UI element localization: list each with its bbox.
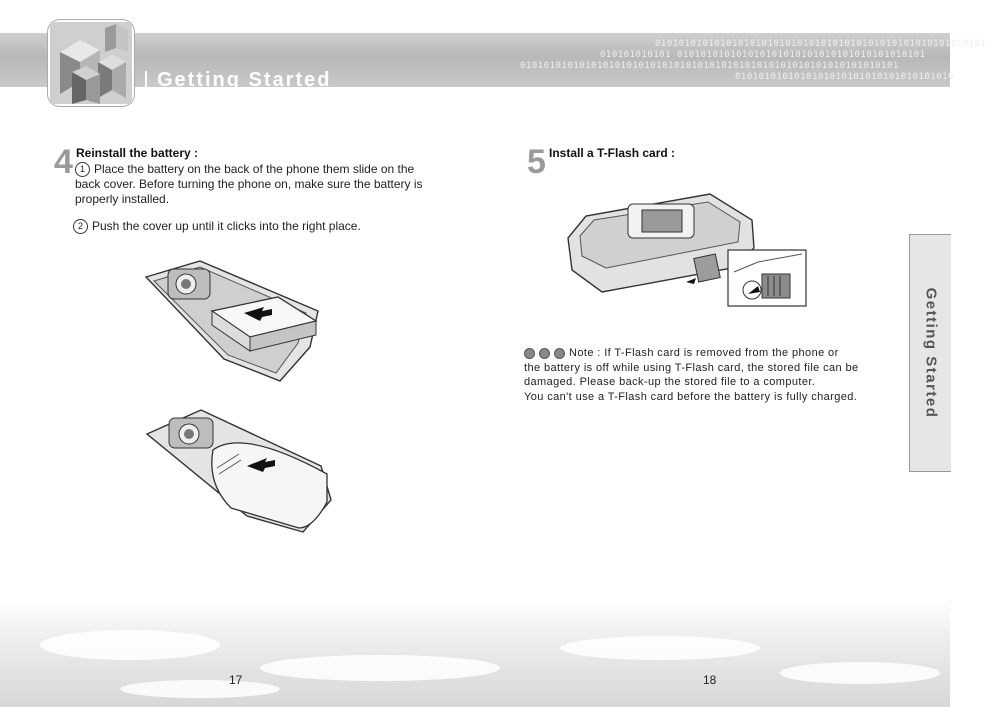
cover-slide-illustration bbox=[143, 404, 335, 536]
step-item bbox=[75, 162, 435, 207]
binary-decoration: 0101010101010101010101010101010101010 bbox=[735, 72, 954, 82]
note-block bbox=[524, 346, 864, 404]
bullet-dot-icon bbox=[554, 348, 565, 359]
item-marker: 2 bbox=[73, 219, 88, 234]
battery-insert-illustration bbox=[140, 255, 330, 387]
page-number-right: 18 bbox=[703, 673, 717, 687]
bullet-dot-icon bbox=[524, 348, 535, 359]
step-number: 5 bbox=[527, 143, 546, 181]
side-tab-label: Getting Started bbox=[922, 287, 939, 419]
note-line bbox=[524, 346, 864, 361]
step-number: 4 bbox=[54, 143, 73, 181]
binary-decoration: 01010101010101010101010101010101010101010101010101010101 bbox=[655, 39, 986, 49]
step-heading: Install a T-Flash card : bbox=[549, 146, 676, 160]
note-line: damaged. Please back-up the stored file to a computer. bbox=[524, 376, 816, 388]
header-band bbox=[0, 33, 986, 91]
note-line: You can't use a T-Flash card before the battery is fully charged. bbox=[524, 390, 858, 403]
title-separator bbox=[145, 71, 147, 95]
bullet-dot-icon bbox=[539, 348, 550, 359]
tflash-install-illustration bbox=[562, 190, 810, 312]
note-text: Note : If T-Flash card is removed from the phone or bbox=[569, 347, 839, 359]
step-item-text: Push the cover up until it clicks into the right place. bbox=[92, 219, 361, 233]
chapter-icon bbox=[48, 20, 134, 106]
chapter-side-tab bbox=[909, 234, 951, 472]
footer-clouds bbox=[0, 600, 950, 707]
note-line: the battery is off while using T-Flash card, the stored file can be bbox=[524, 361, 859, 374]
page-title: Getting Started bbox=[157, 69, 332, 91]
step-item-text: Place the battery on the back of the phone them slide on the back cover. Before turning the phone on, make sure the battery is properly installed. bbox=[75, 162, 423, 207]
step-heading: Reinstall the battery : bbox=[76, 146, 199, 160]
page-number-left: 17 bbox=[229, 673, 243, 687]
step-item bbox=[73, 219, 433, 234]
binary-decoration: 010101010101 010101010101010101010101010101010101010101 bbox=[600, 50, 926, 60]
item-marker: 1 bbox=[75, 162, 90, 177]
binary-decoration: 0101010101010101010101010101010101010101010101010101010101010101 bbox=[520, 61, 899, 71]
